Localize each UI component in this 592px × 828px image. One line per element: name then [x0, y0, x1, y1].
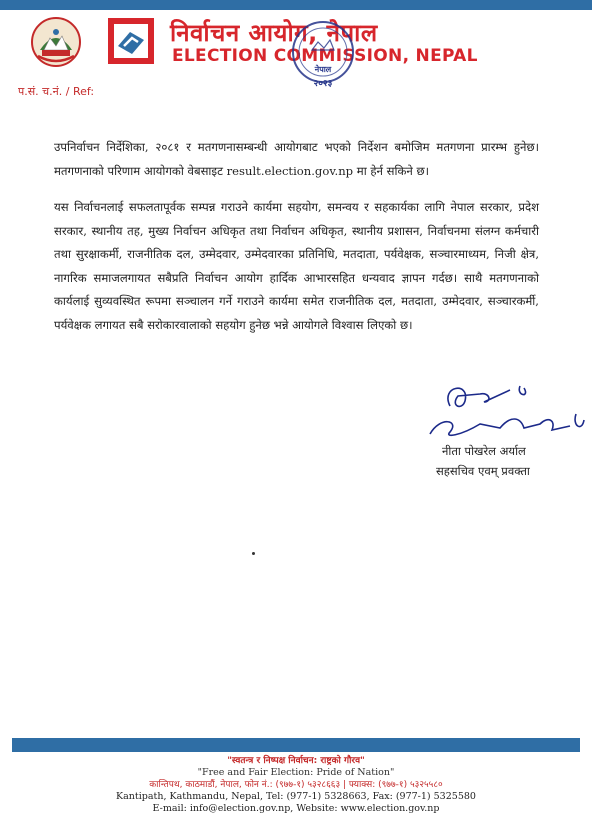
footer-contact: E-mail: info@election.gov.np, Website: www.election.gov.np	[152, 803, 440, 814]
signatory-name: नीता पोखरेल अर्याल	[442, 444, 526, 458]
footer-slogan-english: "Free and Fair Election: Pride of Nation"	[197, 767, 395, 778]
seal-year: २०२३	[313, 79, 333, 89]
footer-address-english: Kantipath, Kathmandu, Nepal, Tel: (977-1) 5328663, Fax: (977-1) 5325580	[116, 791, 476, 802]
body-paragraph-1: उपनिर्वाचन निर्देशिका, २०८१ र मतगणनासम्बन्धी आयोगबाट भएको निर्देशन बमोजिम मतगणना प्रारम्भ हुनेछ। मतगणनाको परिणाम आयोगको वेबसाइट result.election.gov.np मा हेर्न सकिने छ।	[54, 140, 539, 178]
official-stamp-icon	[282, 12, 364, 94]
title-english: ELECTION COMMISSION, NEPAL	[172, 46, 478, 66]
letterhead	[0, 10, 592, 89]
reference-label: प.सं. च.नं. / Ref:	[18, 85, 95, 98]
footer-address-nepali: कान्तिपथ, काठमाडौं, नेपाल, फोन नं.: (९७७-१) ५३२८६६३ | फ्याक्स: (९७७-१) ५३२५५८०	[149, 780, 443, 790]
nepal-emblem-icon	[30, 16, 82, 68]
signatory-role: सहसचिव एवम् प्रवक्ता	[436, 464, 530, 478]
footer	[0, 755, 592, 815]
footer-slogan-nepali: "स्वतन्त्र र निष्पक्ष निर्वाचन: राष्ट्रको गौरव"	[227, 756, 365, 766]
election-commission-logo-icon	[108, 18, 154, 64]
top-band	[0, 0, 592, 10]
stray-dot	[252, 552, 255, 555]
handwritten-signature	[420, 376, 590, 446]
title-nepali: निर्वाचन आयोग, नेपाल	[170, 19, 378, 47]
body-paragraph-2: यस निर्वाचनलाई सफलतापूर्वक सम्पन्न गराउने कार्यमा सहयोग, समन्वय र सहकार्यका लागि नेपाल सरकार, प्रदेश सरकार, स्थानीय तह, मुख्य निर्वाचन अधिकृत तथा निर्वाचन अधिकृत, स्थानीय प्रशासन, निर्वाचनमा संलग्न कर्मचारी तथा सुरक्षाकर्मी, राजनीतिक दल, उम्मेदवार, उम्मेदवारका प्रतिनिधि, मतदाता, पर्यवेक्षक, सञ्चारमाध्यम, निजी क्षेत्र, नागरिक समाजलगायत सबैप्रति निर्वाचन आयोग हार्दिक आभारसहित धन्यवाद ज्ञापन गर्दछ। साथै मतगणनाको कार्यलाई सुव्यवस्थित रूपमा सञ्चालन गर्ने गराउने कार्यमा समेत राजनीतिक दल, मतदाता, उम्मेदवार, सञ्चारकर्मी, पर्यवेक्षक लगायत सबै सरोकारवालाको सहयोग हुनेछ भन्ने आयोगले विश्वास लिएको छ।	[54, 200, 539, 332]
footer-band	[12, 738, 580, 752]
seal-label: नेपाल	[314, 65, 332, 74]
